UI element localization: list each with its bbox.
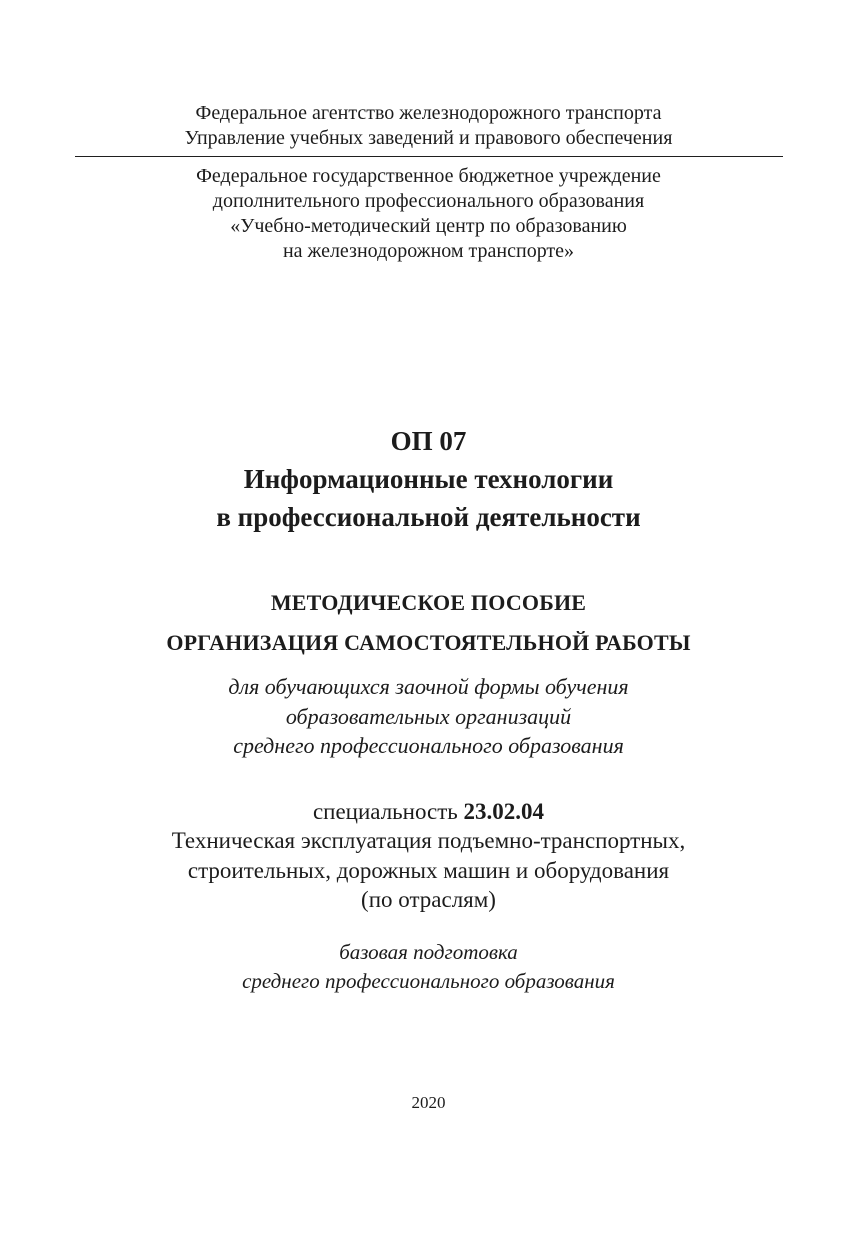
audience-line-1: для обучающихся заочной формы обучения — [228, 674, 629, 699]
institution-line-3: «Учебно-методический центр по образованию — [230, 215, 627, 237]
training-level-line-1: базовая подготовка — [339, 939, 518, 964]
training-level-line-2: среднего профессионального образования — [242, 968, 615, 993]
specialty-code: 23.02.04 — [463, 798, 545, 824]
specialty-code-line — [0, 797, 857, 827]
institution-line-1: Федеральное государственное бюджетное учреждение — [196, 165, 661, 187]
specialty-label: специальность — [312, 798, 464, 824]
audience-line-3: среднего профессионального образования — [233, 733, 624, 758]
institution-name — [0, 164, 857, 264]
document-type-line-2: ОРГАНИЗАЦИЯ САМОСТОЯТЕЛЬНОЙ РАБОТЫ — [166, 630, 691, 655]
publication-year: 2020 — [411, 1092, 446, 1112]
agency-header — [0, 101, 857, 151]
header-divider — [75, 156, 783, 157]
target-audience — [0, 672, 857, 761]
agency-line-1: Федеральное агентство железнодорожного транспорта — [195, 102, 662, 124]
specialty-block — [0, 797, 857, 915]
main-title — [0, 422, 857, 536]
specialty-name-line-2: строительных, дорожных машин и оборудования — [187, 857, 670, 883]
audience-line-2: образовательных организаций — [285, 703, 572, 729]
document-type — [0, 583, 857, 663]
specialty-name-line-1: Техническая эксплуатация подъемно-транспортных, — [171, 828, 686, 853]
agency-line-2: Управление учебных заведений и правового обеспечения — [184, 127, 673, 149]
course-title-line-1: Информационные технологии — [243, 464, 614, 494]
institution-line-4: на железнодорожном транспорте» — [282, 240, 575, 262]
document-type-line-1: МЕТОДИЧЕСКОЕ ПОСОБИЕ — [270, 590, 587, 615]
training-level — [0, 938, 857, 996]
course-code: ОП 07 — [390, 426, 467, 456]
course-title-line-2: в профессиональной деятельности — [216, 502, 641, 532]
specialty-name-line-3: (по отраслям) — [361, 887, 496, 912]
institution-line-2: дополнительного профессионального образования — [212, 190, 645, 212]
